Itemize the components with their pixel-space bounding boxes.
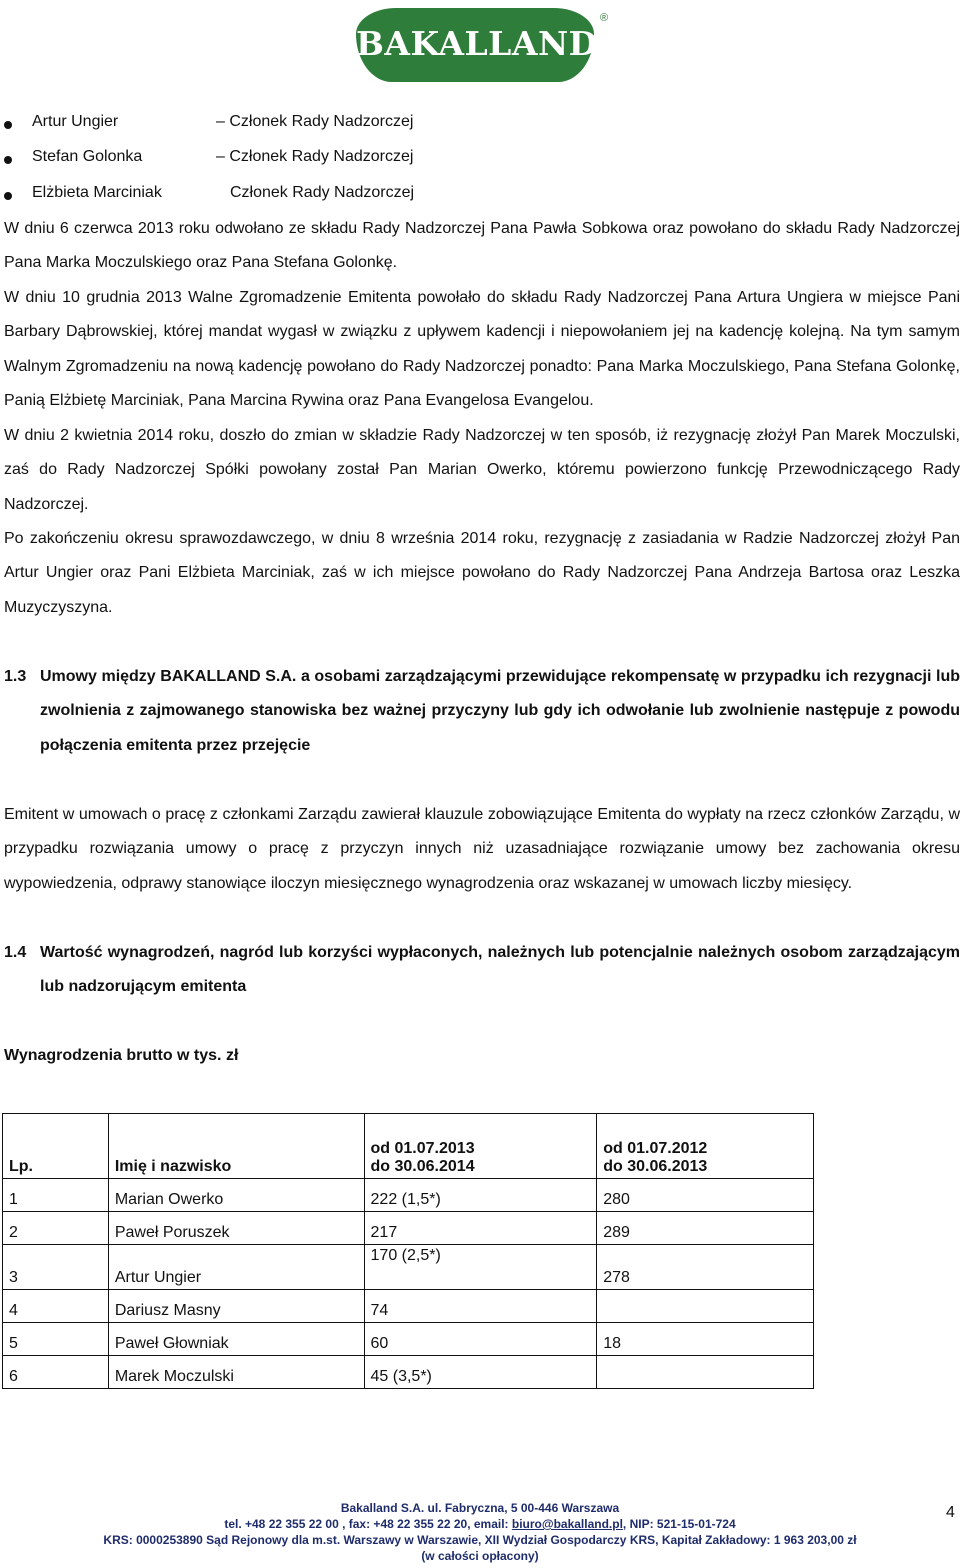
bullet-icon [4,156,12,164]
footer-contact [0,1516,960,1532]
footer-nip: , NIP: 521-15-01-724 [622,1517,736,1531]
cell-name: Paweł Poruszek [108,1212,364,1245]
registered-mark: ® [600,12,609,24]
cell-value-2013: 278 [597,1245,814,1290]
period-end: do 30.06.2014 [370,1158,475,1175]
header-lp: Lp. [3,1114,109,1179]
cell-lp: 1 [3,1179,109,1212]
table-row [3,1290,814,1323]
cell-name: Marian Owerko [108,1179,364,1212]
header-period-2012-2013 [597,1114,814,1179]
table-row [3,1323,814,1356]
period-end: do 30.06.2013 [603,1158,708,1175]
cell-value-2013: 289 [597,1212,814,1245]
cell-lp: 5 [3,1323,109,1356]
section-heading-1-4 [4,936,960,1005]
period-start: od 01.07.2012 [603,1140,708,1157]
cell-name: Dariusz Masny [108,1290,364,1323]
bakalland-logo [356,8,609,82]
member-name: Artur Ungier [32,113,119,130]
cell-name: Artur Ungier [108,1245,364,1290]
bullet-icon [4,121,12,129]
section-title: Wartość wynagrodzeń, nagród lub korzyści wypłaconych, należnych lub potencjalnie należnych osobom zarządzającym lub nadzorującym emitenta [40,944,960,996]
cell-value-2014: 217 [364,1212,597,1245]
footer-registration: KRS: 0000253890 Sąd Rejonowy dla m.st. Warszawy w Warszawie, XII Wydział Gospodarczy KRS, Kapitał Zakładowy: 1 963 203,00 zł [103,1533,857,1547]
member-name: Stefan Golonka [32,148,143,165]
section-heading-1-3 [4,660,960,763]
member-role: – Członek Rady Nadzorczej [216,148,414,165]
cell-value-2013 [597,1290,814,1323]
footer-email-link[interactable]: biuro@bakalland.pl [511,1517,623,1531]
table-row [3,1212,814,1245]
bullet-icon [4,192,12,200]
member-role: – Członek Rady Nadzorczej [216,113,414,130]
footer-address: Bakalland S.A. ul. Fabryczna, 5 00-446 Warszawa [340,1501,620,1515]
period-start: od 01.07.2013 [370,1140,475,1157]
cell-value-2014: 60 [364,1323,597,1356]
paragraph-december-2013: W dniu 10 grudnia 2013 Walne Zgromadzenie Emitenta powołało do składu Rady Nadzorczej Pana Artura Ungiera w miejsce Pani Barbary Dąbrowskiej, której mandat wygasł w związku z upływem kadencji i niepowołaniem jej na kadencję kolejną. Na tym samym Walnym Zgromadzeniu na nową kadencję powołano do Rady Nadzorczej ponadto: Pana Marka Moczulskiego, Pana Stefana Golonkę, Panią Elżbietę Marciniak, Pana Marcina Rywina oraz Pana Evangelosa Evangelou. [4,289,960,410]
cell-value-2013: 18 [597,1323,814,1356]
footer-phone-fax: tel. +48 22 355 22 00 , fax: +48 22 355 22 20, email: [224,1517,512,1531]
cell-value-2014: 170 (2,5*) [364,1245,597,1290]
member-name: Elżbieta Marciniak [32,184,162,201]
cell-lp: 2 [3,1212,109,1245]
cell-value-2013 [597,1356,814,1389]
page-number: 4 [946,1504,955,1521]
header-name: Imię i nazwisko [108,1114,364,1179]
table-row [3,1356,814,1389]
table-row [3,1245,814,1290]
footer-capital-note: (w całości opłacony) [421,1549,539,1563]
paragraph-september-2014: Po zakończeniu okresu sprawozdawczego, w dniu 8 września 2014 roku, rezygnację z zasiadania w Radzie Nadzorczej złożył Pan Artur Ungier oraz Pani Elżbieta Marciniak, zaś w ich miejsce powołano do Rady Nadzorczej Pana Andrzeja Bartosa oraz Leszka Muzyczyszyna. [4,530,960,616]
cell-name: Paweł Głowniak [108,1323,364,1356]
paragraph-april-2014: W dniu 2 kwietnia 2014 roku, doszło do zmian w składzie Rady Nadzorczej w ten sposób, iż rezygnację złożył Pan Marek Moczulski, zaś do Rady Nadzorczej Spółki powołany został Pan Marian Owerko, któremu powierzono funkcję Przewodniczącego Rady Nadzorczej. [4,427,960,513]
cell-lp: 6 [3,1356,109,1389]
cell-lp: 4 [3,1290,109,1323]
salary-table [2,1113,814,1389]
cell-lp: 3 [3,1245,109,1290]
section-number: 1.3 [4,668,27,685]
cell-value-2014: 45 (3,5*) [364,1356,597,1389]
member-role: Członek Rady Nadzorczej [230,184,415,201]
header-period-2013-2014 [364,1114,597,1179]
table-header-row [3,1114,814,1179]
cell-value-2014: 222 (1,5*) [364,1179,597,1212]
logo-text: BAKALLAND [356,24,598,63]
section-number: 1.4 [4,944,27,961]
paragraph-june-2013: W dniu 6 czerwca 2013 roku odwołano ze składu Rady Nadzorczej Pana Pawła Sobkowa oraz powołano do składu Rady Nadzorczej Pana Marka Moczulskiego oraz Pana Stefana Golonkę. [4,220,960,272]
paragraph-severance: Emitent w umowach o pracę z członkami Zarządu zawierał klauzule zobowiązujące Emitenta do wypłaty na rzecz członków Zarządu, w przypadku rozwiązania umowy o pracę z przyczyn innych niż uzasadniające rozwiązanie umowy bez zachowania okresu wypowiedzenia, odprawy stanowiące iloczyn miesięcznego wynagrodzenia oraz wskazanej w umowach liczby miesięcy. [4,806,960,892]
salary-caption: Wynagrodzenia brutto w tys. zł [4,1047,239,1064]
table-row [3,1179,814,1212]
page-footer [0,1500,960,1564]
cell-value-2014: 74 [364,1290,597,1323]
cell-value-2013: 280 [597,1179,814,1212]
section-title: Umowy między BAKALLAND S.A. a osobami zarządzającymi przewidujące rekompensatę w przypadku ich rezygnacji lub zwolnienia z zajmowanego stanowiska bez ważnej przyczyny lub gdy ich odwołanie lub zwolnienie następuje z powodu połączenia emitenta przez przejęcie [40,668,960,754]
cell-name: Marek Moczulski [108,1356,364,1389]
